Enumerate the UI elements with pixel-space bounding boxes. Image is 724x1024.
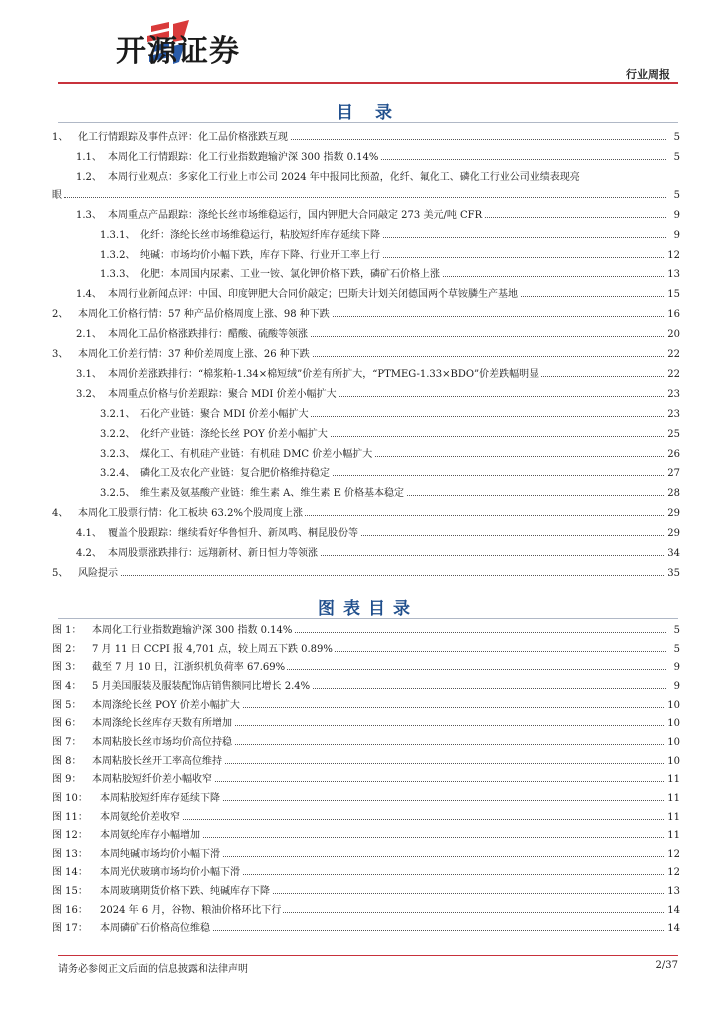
toc-entry-page: 22 (667, 349, 680, 360)
toc-entry-page: 27 (667, 468, 680, 480)
brand-name: 开源证券 (116, 34, 240, 69)
figure-entry[interactable] (52, 848, 680, 862)
toc-entry-title: 磷化工及农化产业链：复合肥价格维持稳定 (140, 468, 330, 480)
figures-title-divider (58, 618, 678, 619)
toc-entry-page: 23 (667, 408, 680, 420)
toc-entry-number: 1.3.3、 (100, 269, 136, 281)
toc-entry-continuation[interactable] (52, 189, 680, 203)
toc-entry[interactable] (76, 328, 680, 342)
figures-title: 图表目录 (318, 599, 418, 619)
figure-title: 本周粘胶长丝市场均价高位持稳 (92, 736, 232, 748)
toc-entry-title: 本周价差涨跌排行：“棉浆粕-1.34×棉短绒”价差有所扩大，“PTMEG-1.33×BDO”价差跌幅明显 (108, 368, 540, 380)
toc-entry-page: 20 (667, 329, 680, 341)
figure-title: 本周粘胶短纤库存延续下降 (100, 792, 220, 804)
toc-entry-number: 4.2、 (76, 548, 102, 559)
figure-page: 11 (667, 792, 680, 804)
figure-title: 本周玻璃期货价格下跌、纯碱库存下降 (100, 886, 270, 898)
toc-entry[interactable] (76, 151, 680, 165)
toc-entry[interactable] (100, 229, 680, 243)
toc-entry-title: 本周股票涨跌排行：远翔新材、新日恒力等领涨 (108, 548, 318, 559)
figure-entry[interactable] (52, 885, 680, 899)
figure-number: 图 9： (52, 774, 82, 786)
figure-entry[interactable] (52, 792, 680, 806)
figure-page: 10 (667, 736, 680, 748)
toc-entry[interactable] (76, 388, 680, 402)
toc-title: 目 录 (336, 103, 400, 123)
toc-entry-page: 35 (667, 567, 680, 579)
figure-title: 本周氨纶库存小幅增加 (100, 830, 200, 842)
figure-page: 9 (673, 662, 680, 674)
toc-entry-number: 1、 (52, 132, 69, 143)
toc-entry-page: 5 (673, 151, 680, 163)
figure-page: 14 (667, 923, 680, 935)
toc-entry-number: 3.2.3、 (100, 448, 136, 460)
toc-entry-title: 维生素及氨基酸产业链：维生素 A、维生素 E 价格基本稳定 (140, 488, 405, 500)
header-divider (58, 82, 678, 84)
figure-entry[interactable] (52, 736, 680, 750)
figure-entry[interactable] (52, 661, 680, 675)
figure-page: 10 (667, 718, 680, 730)
figure-entry[interactable] (52, 624, 680, 638)
figure-number: 图 14： (52, 867, 88, 879)
toc-entry-page: 15 (667, 289, 680, 301)
figure-title: 7 月 11 日 CCPI 报 4,701 点，较上周五下跌 0.89% (92, 643, 333, 655)
toc-entry-number: 3.2.1、 (100, 408, 136, 420)
toc-entry-title: 本周化工股票行情：化工板块 63.2%个股周度上涨 (78, 508, 303, 520)
toc-entry-title: 煤化工、有机硅产业链：有机硅 DMC 价差小幅扩大 (140, 448, 373, 460)
toc-entry-number: 4、 (52, 508, 69, 520)
figure-number: 图 7： (52, 736, 82, 748)
footer-divider (58, 955, 678, 956)
figure-title: 本周涤纶长丝库存天数有所增加 (92, 718, 232, 730)
figure-entry[interactable] (52, 866, 680, 880)
toc-entry-number: 1.4、 (76, 289, 102, 301)
toc-entry-number: 5、 (52, 567, 69, 579)
toc-entry[interactable] (76, 288, 680, 302)
toc-entry-number: 4.1、 (76, 528, 102, 540)
toc-entry[interactable] (52, 131, 680, 145)
figure-number: 图 1： (52, 625, 82, 636)
toc-entry[interactable] (76, 171, 680, 185)
figure-entry[interactable] (52, 773, 680, 787)
figure-title: 本周化工行业指数跑输沪深 300 指数 0.14% (92, 625, 293, 636)
toc-entry-page: 9 (673, 209, 680, 221)
figure-entry[interactable] (52, 904, 680, 918)
toc-entry-title: 覆盖个股跟踪：继续看好华鲁恒升、新凤鸣、桐昆股份等 (108, 528, 358, 540)
toc-entry-title: 本周化工价差行情：37 种价差周度上涨、26 种下跌 (78, 349, 310, 360)
figure-number: 图 2： (52, 643, 82, 655)
toc-entry-title: 本周行业新闻点评：中国、印度钾肥大合同价敲定；巴斯夫计划关闭德国两个草铵膦生产基地 (108, 289, 518, 301)
toc-entry[interactable] (76, 527, 680, 541)
toc-entry-page: 22 (667, 368, 680, 380)
toc-entry-title: 化纤：涤纶长丝市场维稳运行，粘胶短纤库存延续下降 (140, 229, 380, 241)
figure-leader-dots (112, 819, 666, 820)
figure-title: 截至 7 月 10 日，江浙织机负荷率 67.69% (92, 662, 286, 674)
figure-entry[interactable] (52, 811, 680, 825)
toc-entry[interactable] (76, 368, 680, 382)
figure-page: 10 (667, 699, 680, 711)
toc-leader-dots (64, 197, 666, 198)
toc-entry-number: 1.3、 (76, 209, 102, 221)
figure-title: 本周粘胶长丝开工率高位维持 (92, 755, 222, 767)
figure-number: 图 10： (52, 792, 88, 804)
figure-page: 11 (667, 811, 680, 823)
toc-entry-title: 化工行情跟踪及事件点评：化工品价格涨跌互现 (78, 132, 288, 143)
toc-entry-number: 3.2、 (76, 388, 102, 400)
toc-entry-number: 3.2.2、 (100, 428, 136, 440)
figure-page: 14 (667, 904, 680, 916)
toc-entry-page: 34 (667, 548, 680, 559)
figure-title: 5 月美国服装及服装配饰店销售额同比增长 2.4% (92, 680, 311, 692)
toc-entry[interactable] (100, 487, 680, 501)
figure-number: 图 13： (52, 848, 88, 860)
figure-page: 11 (667, 774, 680, 786)
toc-entry[interactable] (100, 249, 680, 263)
figure-number: 图 16： (52, 904, 88, 916)
figure-title: 本周粘胶短纤价差小幅收窄 (92, 774, 212, 786)
toc-entry[interactable] (52, 507, 680, 521)
figure-page: 9 (673, 680, 680, 692)
figure-page: 12 (667, 848, 680, 860)
toc-entry-page: 16 (667, 309, 680, 321)
toc-entry-number: 2.1、 (76, 329, 102, 341)
figure-number: 图 3： (52, 662, 82, 674)
toc-entry-page: 23 (667, 388, 680, 400)
figure-entry[interactable] (52, 922, 680, 936)
toc-entry-number: 2、 (52, 309, 69, 321)
toc-entry[interactable] (76, 547, 680, 561)
toc-entry-number: 1.3.1、 (100, 229, 136, 241)
report-type-label: 行业周报 (626, 68, 670, 81)
figure-entry[interactable] (52, 643, 680, 657)
toc-entry[interactable] (52, 308, 680, 322)
figure-entry[interactable] (52, 680, 680, 694)
toc-entry-number: 3.1、 (76, 368, 102, 380)
toc-entry-page: 5 (673, 189, 680, 201)
figure-page: 12 (667, 867, 680, 879)
figure-number: 图 11： (52, 811, 88, 823)
footer-disclaimer: 请务必参阅正文后面的信息披露和法律声明 (58, 964, 248, 975)
toc-leader-dots (118, 575, 666, 576)
toc-entry-title-cont: 眼 (52, 189, 62, 201)
toc-entry-page: 5 (673, 132, 680, 143)
toc-entry-title: 本周化工价格行情：57 种产品价格周度上涨、98 种下跌 (78, 309, 330, 321)
toc-entry-title: 化纤产业链：涤纶长丝 POY 价差小幅扩大 (140, 428, 328, 440)
figure-number: 图 5： (52, 699, 82, 711)
toc-entry-title: 纯碱：市场均价小幅下跌，库存下降、行业开工率上行 (140, 249, 380, 261)
figure-page: 5 (673, 643, 680, 655)
figure-entry[interactable] (52, 755, 680, 769)
toc-entry[interactable] (100, 467, 680, 481)
toc-entry[interactable] (76, 209, 680, 223)
toc-entry-title: 本周重点价格与价差跟踪：聚合 MDI 价差小幅扩大 (108, 388, 337, 400)
toc-entry[interactable] (52, 348, 680, 362)
figure-page: 5 (673, 625, 680, 636)
page-header (58, 20, 678, 80)
toc-entry-title: 化肥：本周国内尿素、工业一铵、氯化钾价格下跌，磷矿石价格上涨 (140, 269, 440, 281)
toc-entry-title: 本周行业观点：多家化工行业上市公司 2024 年中报同比预盈，化纤、氟化工、磷化工行业公司业绩表现亮 (108, 171, 580, 183)
toc-entry-number: 1.3.2、 (100, 249, 136, 261)
figure-number: 图 17： (52, 923, 88, 935)
toc-entry-page: 29 (667, 528, 680, 540)
figure-title: 2024 年 6 月，谷物、粮油价格环比下行 (100, 904, 282, 916)
figure-title: 本周磷矿石价格高位维稳 (100, 923, 210, 935)
figure-number: 图 12： (52, 830, 88, 842)
toc-entry[interactable] (100, 448, 680, 462)
figure-number: 图 4： (52, 680, 82, 692)
toc-entry-page: 26 (667, 448, 680, 460)
toc-entry-title: 本周化工行情跟踪：化工行业指数跑输沪深 300 指数 0.14% (108, 151, 379, 163)
toc-entry-number: 3.2.4、 (100, 468, 136, 480)
figure-title: 本周涤纶长丝 POY 价差小幅扩大 (92, 699, 240, 711)
figure-page: 10 (667, 755, 680, 767)
toc-entry-title: 石化产业链：聚合 MDI 价差小幅扩大 (140, 408, 309, 420)
toc-entry-title: 风险提示 (78, 567, 118, 579)
toc-entry-number: 1.1、 (76, 151, 102, 163)
toc-entry-number: 1.2、 (76, 171, 102, 183)
figure-number: 图 6： (52, 718, 82, 730)
figure-title: 本周光伏玻璃市场均价小幅下滑 (100, 867, 240, 879)
toc-entry-page: 29 (667, 508, 680, 520)
figure-number: 图 15： (52, 886, 88, 898)
toc-entry-title: 本周重点产品跟踪：涤纶长丝市场维稳运行，国内钾肥大合同敲定 273 美元/吨 CFR (108, 209, 483, 221)
toc-entry[interactable] (52, 567, 680, 581)
figure-page: 13 (667, 886, 680, 898)
figure-entry[interactable] (52, 699, 680, 713)
toc-title-divider (58, 122, 678, 123)
toc-entry-title: 本周化工品价格涨跌排行：醋酸、硫酸等领涨 (108, 329, 308, 341)
toc-entry-page: 25 (667, 428, 680, 440)
toc-entry-page: 13 (667, 269, 680, 281)
toc-entry-page: 28 (667, 488, 680, 500)
figure-title: 本周纯碱市场均价小幅下滑 (100, 848, 220, 860)
toc-entry-page: 12 (667, 249, 680, 261)
figure-number: 图 8： (52, 755, 82, 767)
figure-title: 本周氨纶价差收窄 (100, 811, 180, 823)
figure-entry[interactable] (52, 717, 680, 731)
toc-entry-number: 3、 (52, 349, 69, 360)
toc-entry-page: 9 (673, 229, 680, 241)
figure-page: 11 (667, 830, 680, 842)
toc-entry[interactable] (100, 268, 680, 282)
toc-entry[interactable] (100, 428, 680, 442)
toc-entry-number: 3.2.5、 (100, 488, 136, 500)
toc-entry[interactable] (100, 408, 680, 422)
figure-entry[interactable] (52, 829, 680, 843)
footer-page-number: 2/37 (655, 960, 678, 971)
